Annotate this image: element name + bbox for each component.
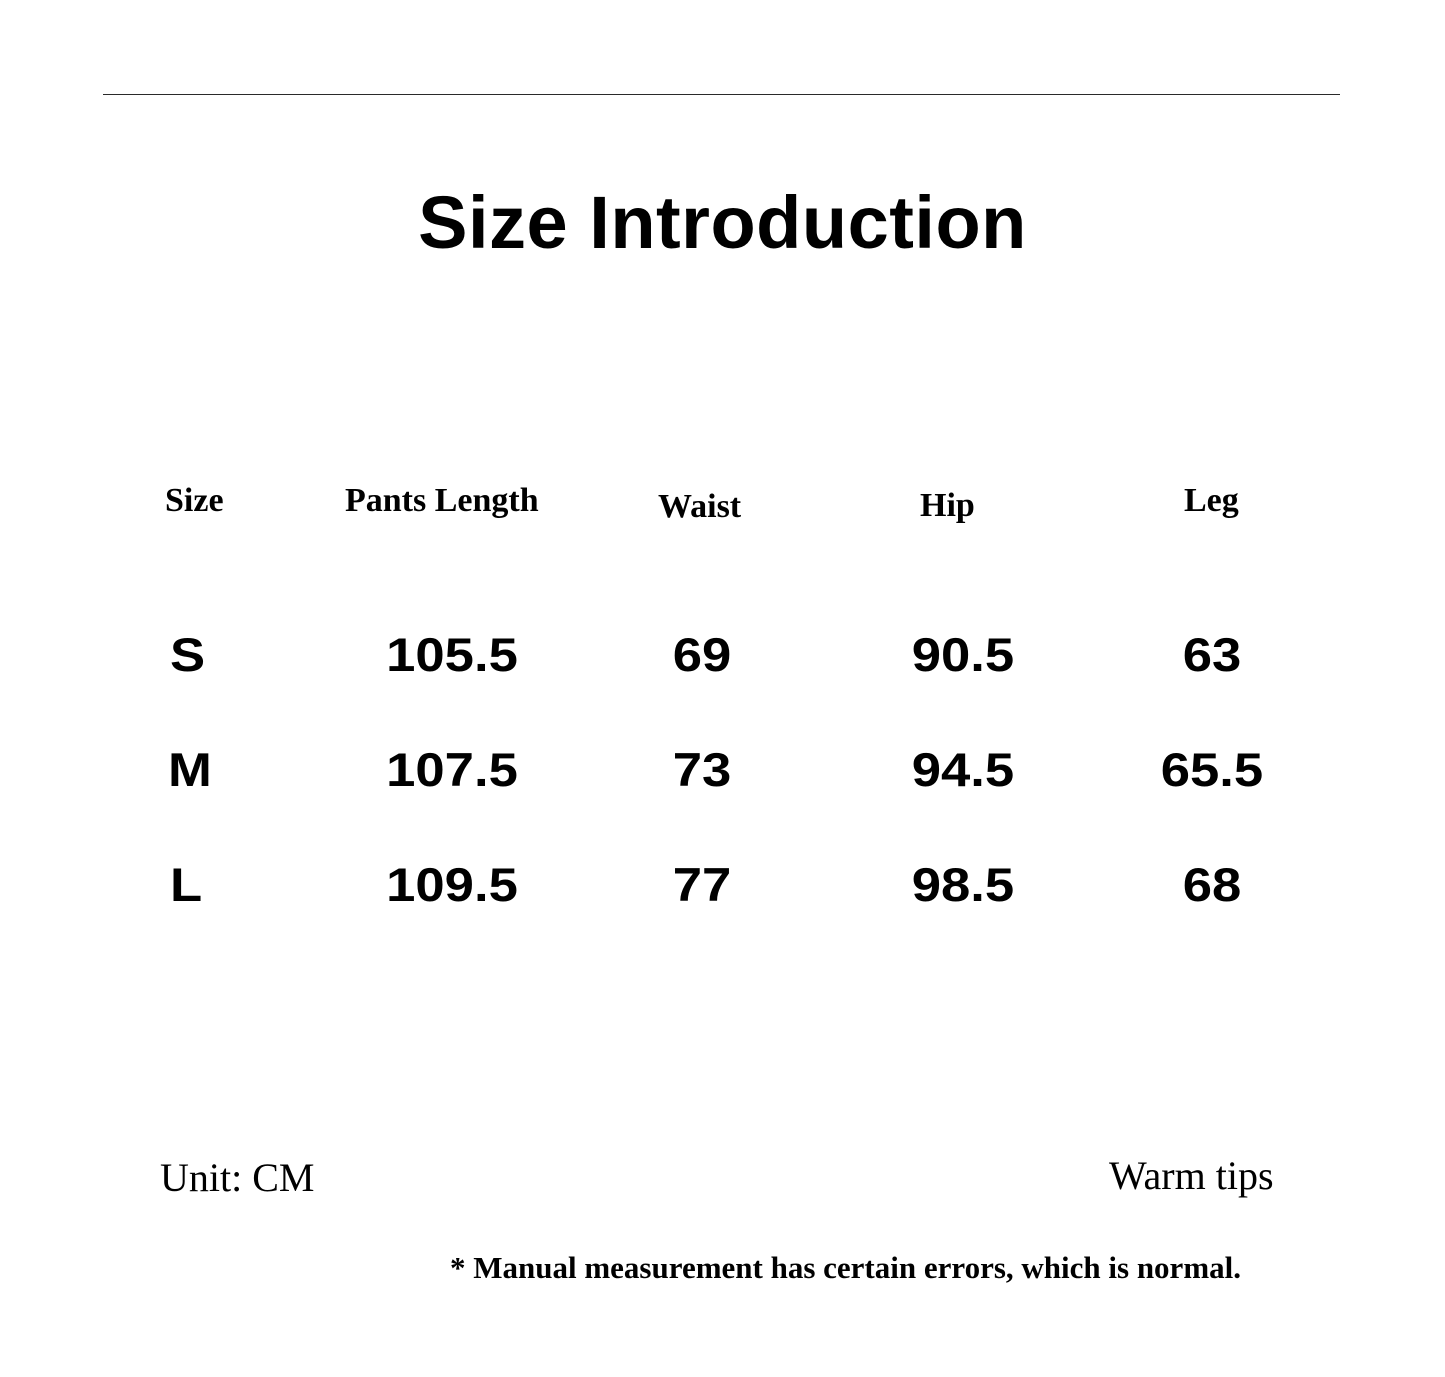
table-cell-waist: 73 (672, 743, 732, 796)
header-leg: Leg (1184, 482, 1239, 519)
table-cell-leg: 68 (1182, 858, 1242, 911)
table-cell-pants-length: 105.5 (386, 628, 518, 681)
table-cell-pants-length: 109.5 (386, 858, 518, 911)
table-cell-size: M (168, 743, 212, 796)
page-title: Size Introduction (418, 181, 1027, 264)
header-size: Size (165, 482, 224, 519)
table-cell-hip: 90.5 (911, 628, 1015, 681)
table-cell-hip: 98.5 (911, 858, 1015, 911)
table-cell-waist: 69 (672, 628, 732, 681)
table-cell-size: S (170, 628, 206, 681)
table-cell-size: L (170, 858, 203, 911)
top-divider (103, 94, 1340, 95)
table-cell-pants-length: 107.5 (386, 743, 518, 796)
unit-label: Unit: CM (160, 1155, 315, 1200)
header-waist: Waist (658, 488, 742, 525)
warm-tips-label: Warm tips (1109, 1153, 1274, 1198)
header-pants-length: Pants Length (345, 482, 539, 519)
table-cell-hip: 94.5 (911, 743, 1015, 796)
table-cell-leg: 63 (1182, 628, 1242, 681)
measurement-note: * Manual measurement has certain errors, which is normal. (450, 1250, 1241, 1285)
header-hip: Hip (920, 487, 975, 524)
table-cell-leg: 65.5 (1160, 743, 1264, 796)
table-cell-waist: 77 (672, 858, 732, 911)
